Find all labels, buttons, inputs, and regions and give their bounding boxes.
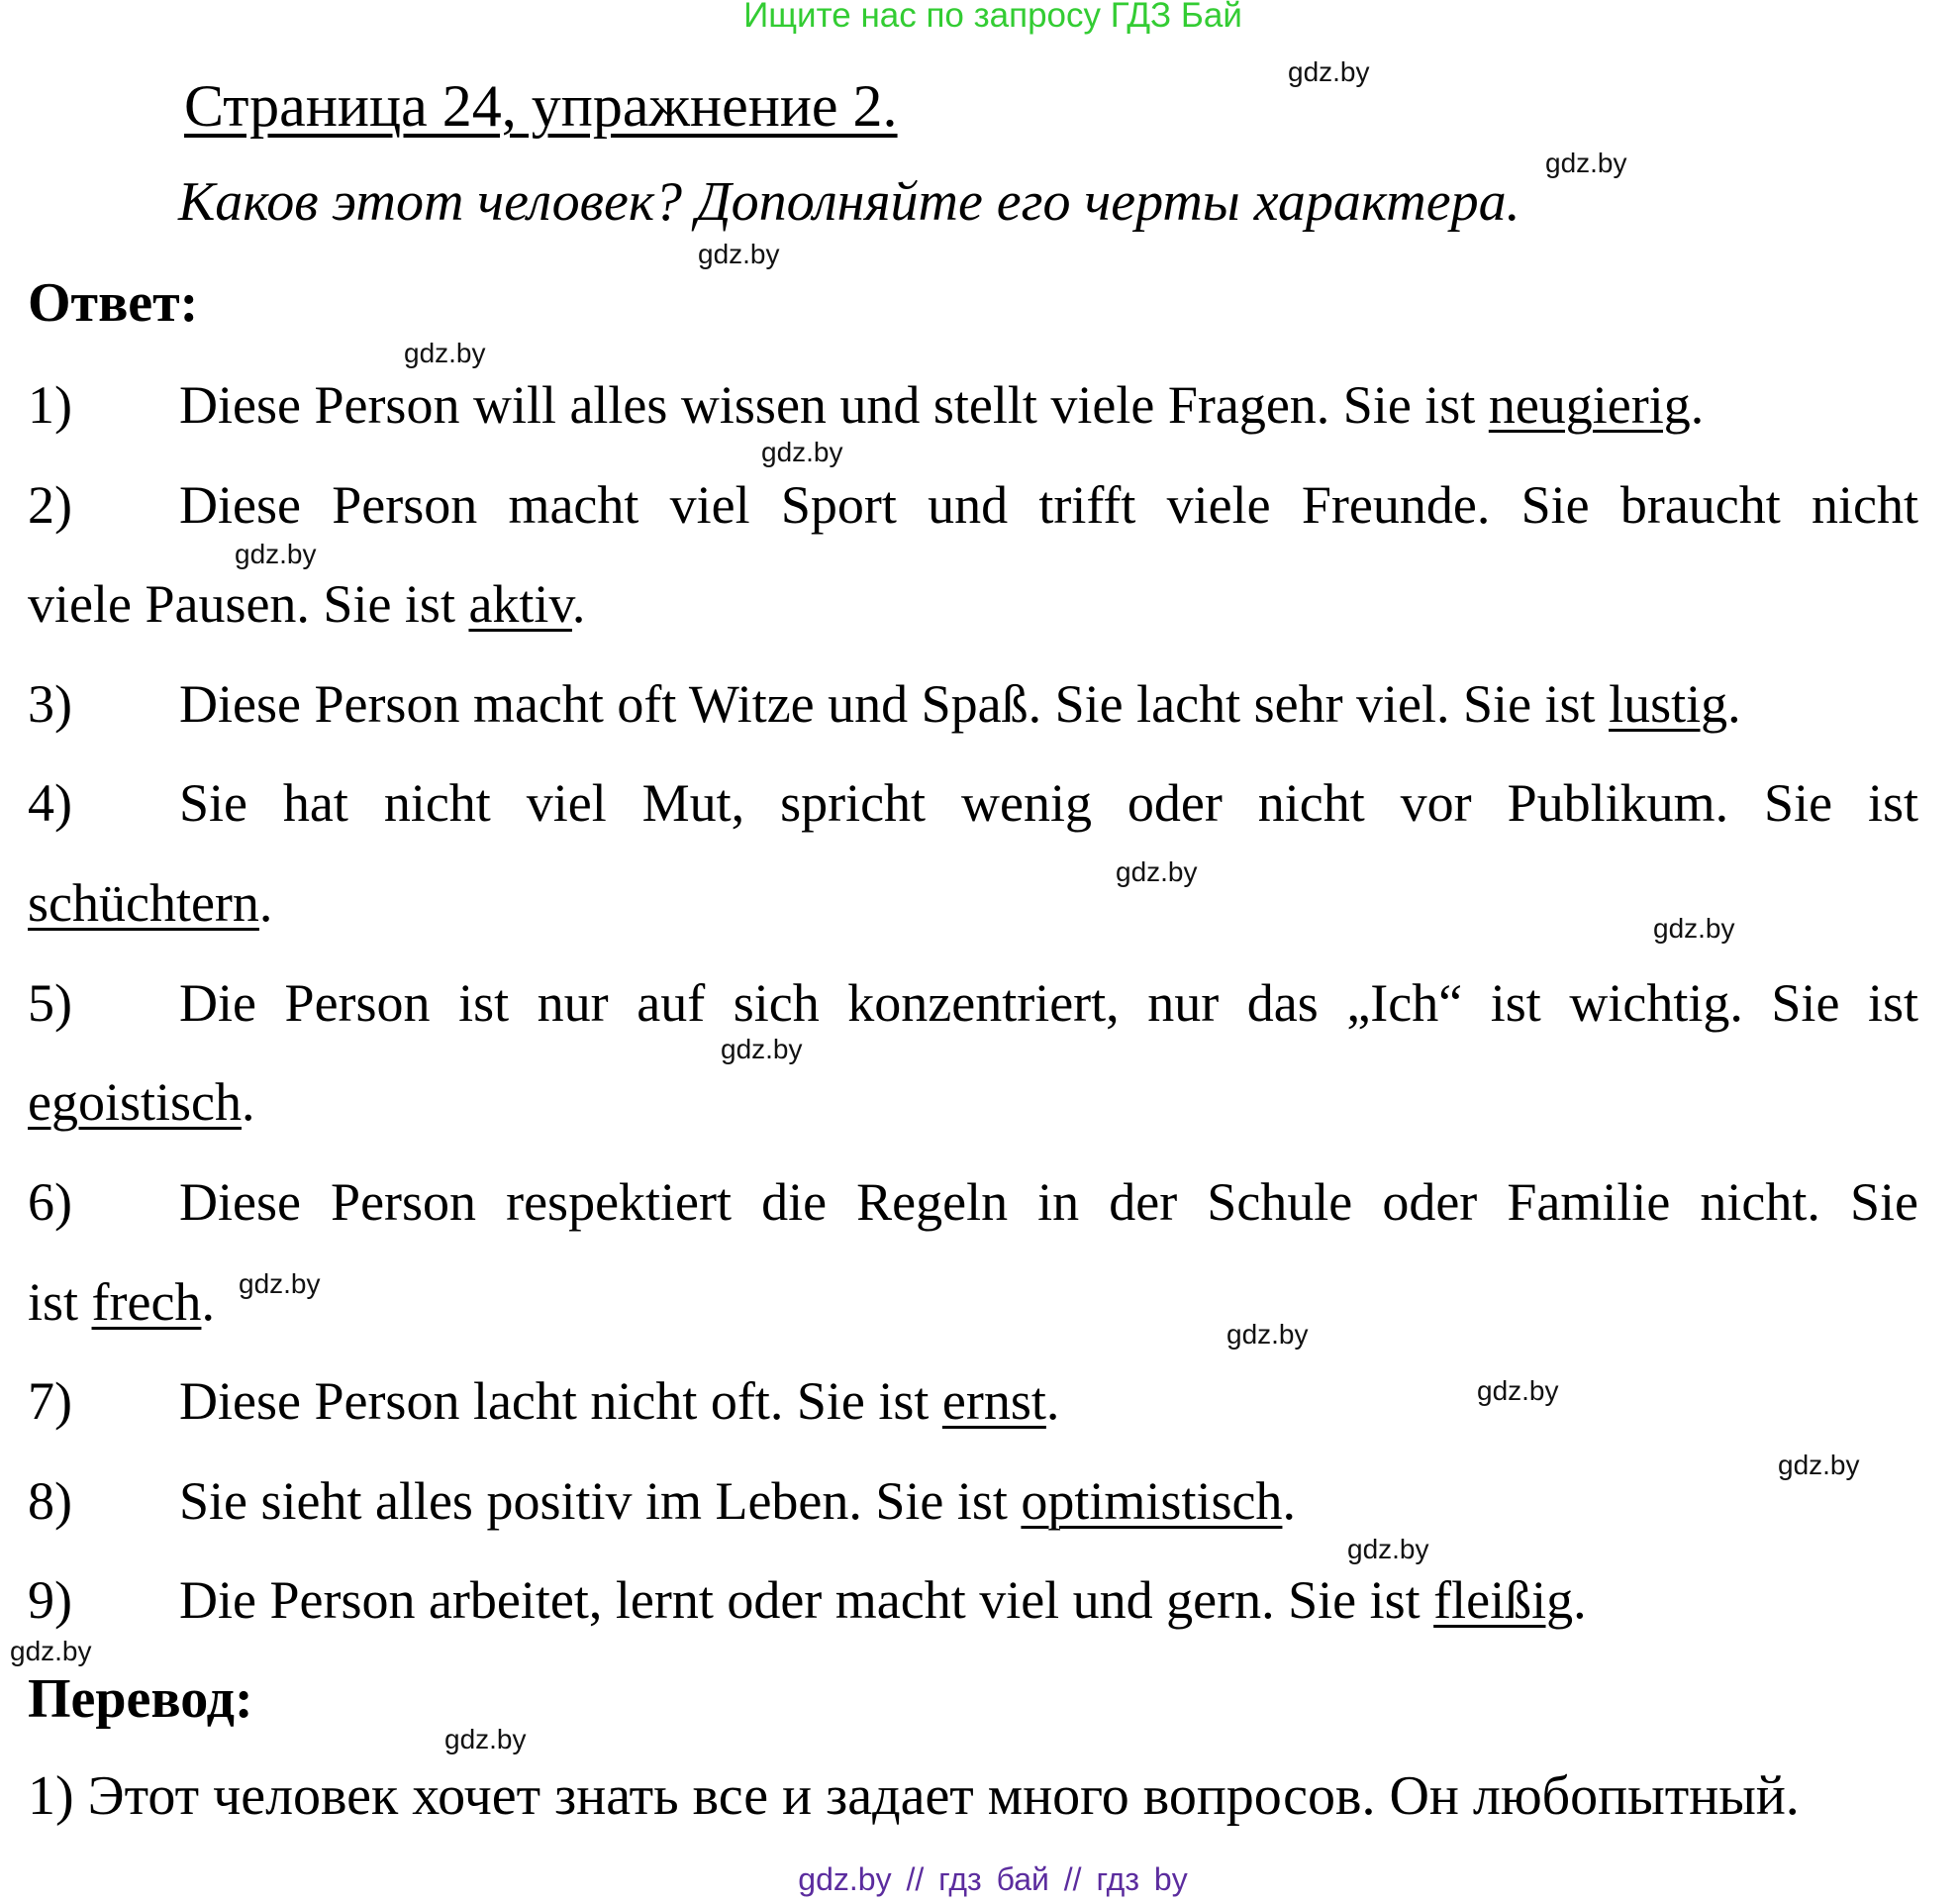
item-text: Diese Person respektiert die Regeln in der Schule oder Familie nicht. Sie	[179, 1172, 1918, 1232]
watermark: gdz.by	[1116, 856, 1198, 887]
item-answer: schüchtern	[28, 873, 259, 933]
item-number: 5)	[28, 973, 72, 1033]
item-punct: .	[1573, 1570, 1587, 1630]
watermark: gdz.by	[721, 1034, 803, 1064]
item-text: Sie hat nicht viel Mut, spricht wenig oder nicht vor Publikum. Sie ist	[179, 773, 1918, 833]
item-answer: fleißig	[1433, 1570, 1574, 1630]
item-number: 7)	[28, 1371, 72, 1431]
watermark: gdz.by	[10, 1636, 92, 1666]
item-text: Sie sieht alles positiv im Leben. Sie ist	[179, 1471, 1022, 1531]
watermark: gdz.by	[1477, 1375, 1559, 1406]
search-banner: Ищите нас по запросу ГДЗ Бай	[743, 0, 1242, 35]
item-punct: .	[1690, 375, 1705, 435]
item-answer: aktiv	[468, 574, 572, 634]
item-text: Die Person arbeitet, lernt oder macht viel und gern. Sie ist	[179, 1570, 1434, 1630]
item-text: Diese Person will alles wissen und stellt viele Fragen. Sie ist	[179, 375, 1489, 435]
item-punct: .	[241, 1072, 255, 1132]
item-number: 9)	[28, 1570, 72, 1630]
item-punct: .	[1045, 1371, 1060, 1431]
watermark: gdz.by	[761, 437, 843, 467]
item-text: Diese Person lacht nicht oft. Sie ist	[179, 1371, 942, 1431]
item-text: Diese Person macht oft Witze und Spaß. Sie lacht sehr viel. Sie ist	[179, 674, 1610, 734]
item-punct: .	[571, 574, 586, 634]
item-answer: frech	[91, 1272, 202, 1332]
watermark: gdz.by	[1778, 1450, 1860, 1480]
item-number: 2)	[28, 475, 72, 535]
item-number: 6)	[28, 1172, 72, 1232]
item-number: 1)	[28, 375, 72, 435]
watermark: gdz.by	[239, 1268, 321, 1299]
item-punct: .	[258, 873, 273, 933]
watermark: gdz.by	[698, 239, 780, 269]
item-answer: neugierig	[1488, 375, 1691, 435]
translation-heading: Перевод:	[28, 1668, 253, 1730]
answer-item-5-cont	[28, 1072, 1918, 1132]
translation-line-1: 1) Этот человек хочет знать все и задает много вопросов. Он любопытный.	[28, 1765, 1800, 1827]
watermark: gdz.by	[1226, 1319, 1309, 1350]
page-title: Страница 24, упражнение 2.	[184, 73, 898, 139]
task-text: Каков этот человек? Дополняйте его черты характера.	[178, 171, 1520, 233]
item-answer: lustig	[1609, 674, 1728, 734]
watermark: gdz.by	[444, 1724, 527, 1754]
item-text: ist	[28, 1272, 92, 1332]
item-number: 4)	[28, 773, 72, 833]
watermark: gdz.by	[235, 539, 317, 569]
item-answer: optimistisch	[1021, 1471, 1283, 1531]
answer-item-4-cont	[28, 873, 1918, 933]
item-number: 3)	[28, 674, 72, 734]
answer-heading: Ответ:	[28, 272, 199, 334]
item-punct: .	[1282, 1471, 1296, 1531]
watermark: gdz.by	[1288, 56, 1370, 87]
item-text: Die Person ist nur auf sich konzentriert, nur das „Ich“ ist wichtig. Sie ist	[179, 973, 1918, 1033]
item-answer: ernst	[941, 1371, 1046, 1431]
item-punct: .	[201, 1272, 215, 1332]
footer-links: gdz.by // гдз бай // гдз by	[798, 1861, 1188, 1897]
item-punct: .	[1727, 674, 1741, 734]
item-number: 8)	[28, 1471, 72, 1531]
item-text: Diese Person macht viel Sport und trifft viele Freunde. Sie braucht nicht	[179, 475, 1918, 535]
item-answer: egoistisch	[28, 1072, 242, 1132]
answer-item-2-cont	[28, 574, 1918, 634]
item-text: viele Pausen. Sie ist	[28, 574, 469, 634]
watermark: gdz.by	[1347, 1534, 1429, 1564]
watermark: gdz.by	[1653, 913, 1735, 944]
watermark: gdz.by	[404, 338, 486, 368]
watermark: gdz.by	[1545, 148, 1627, 178]
